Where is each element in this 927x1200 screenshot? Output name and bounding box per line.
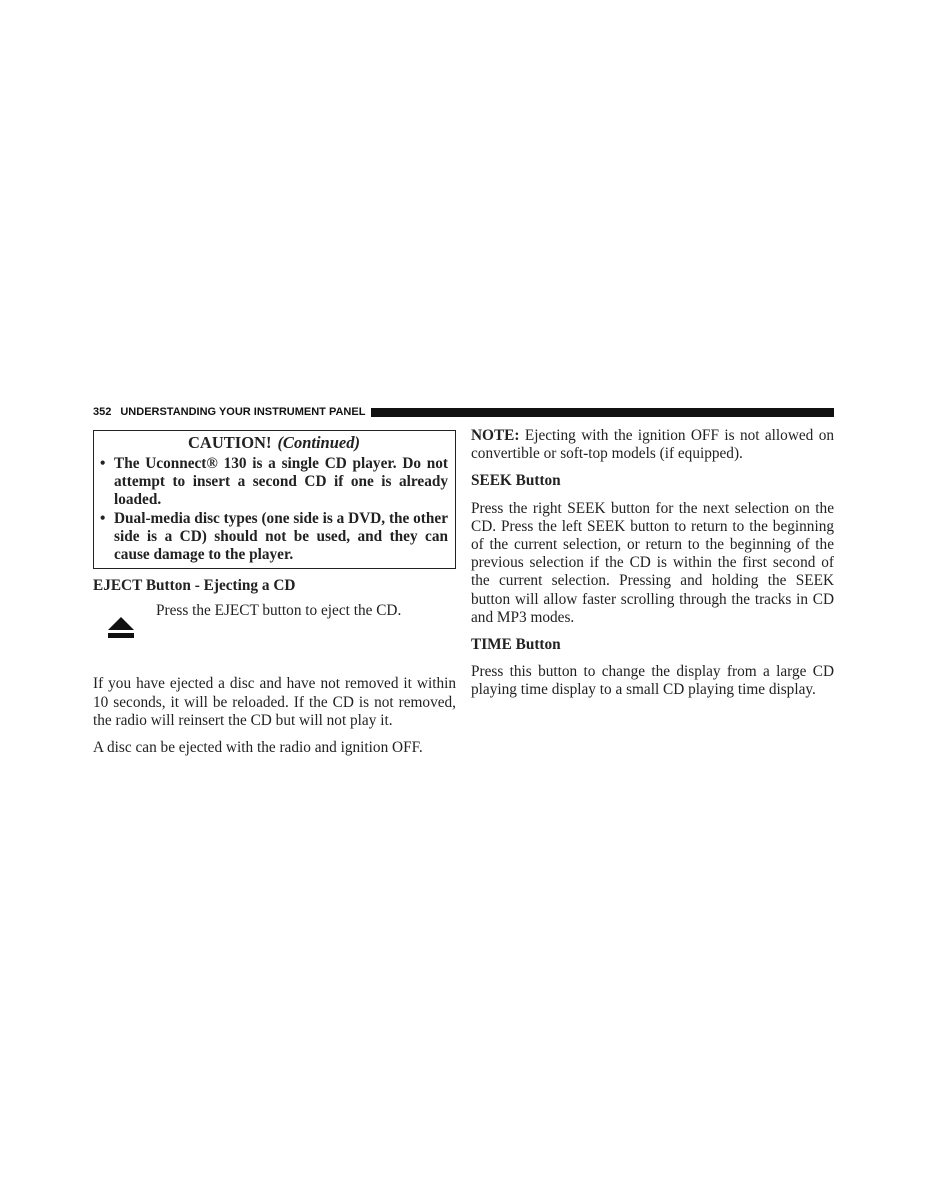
eject-icon	[107, 615, 135, 639]
header-rule	[371, 408, 834, 417]
eject-paragraph: If you have ejected a disc and have not removed it within 10 seconds, it will be reloaded. If the CD is not removed, the radio will reinsert the CD but will not play it.	[93, 675, 456, 729]
eject-heading: EJECT Button - Ejecting a CD	[93, 577, 296, 595]
section-title: UNDERSTANDING YOUR INSTRUMENT PANEL	[120, 406, 366, 418]
right-column	[471, 427, 834, 700]
note-label: NOTE:	[471, 427, 520, 444]
note-paragraph	[471, 427, 834, 463]
time-heading: TIME Button	[471, 636, 561, 654]
note-text: Ejecting with the ignition OFF is not allowed on convertible or soft-top models (if equipped).	[471, 427, 835, 463]
caution-item: • Dual-media disc types (one side is a DVD, the other side is a CD) should not be used, and they can cause damage to the player.	[100, 510, 448, 565]
eject-row	[93, 603, 456, 675]
time-paragraph: Press this button to change the display from a large CD playing time display to a small CD playing time display.	[471, 663, 834, 699]
eject-paragraph: A disc can be ejected with the radio and ignition OFF.	[93, 739, 423, 757]
page-header	[93, 404, 834, 420]
seek-heading: SEEK Button	[471, 472, 561, 490]
left-column	[93, 430, 456, 757]
caution-list	[100, 455, 448, 564]
page-number: 352	[93, 406, 112, 418]
caution-title	[100, 431, 448, 455]
eject-instruction: Press the EJECT button to eject the CD.	[156, 602, 402, 620]
seek-paragraph: Press the right SEEK button for the next selection on the CD. Press the left SEEK button to return to the beginning of the current selection, or return to the beginning of the previous selection if the CD is within the first second of the current selection. Pressing and holding the SEEK button will allow faster scrolling through the tracks in CD and MP3 modes.	[471, 499, 834, 626]
caution-item: • The Uconnect® 130 is a single CD player. Do not attempt to insert a second CD if one is already loaded.	[100, 455, 448, 510]
caution-label: CAUTION!	[188, 433, 272, 452]
caution-continued: (Continued)	[277, 433, 360, 452]
caution-box	[93, 430, 456, 569]
